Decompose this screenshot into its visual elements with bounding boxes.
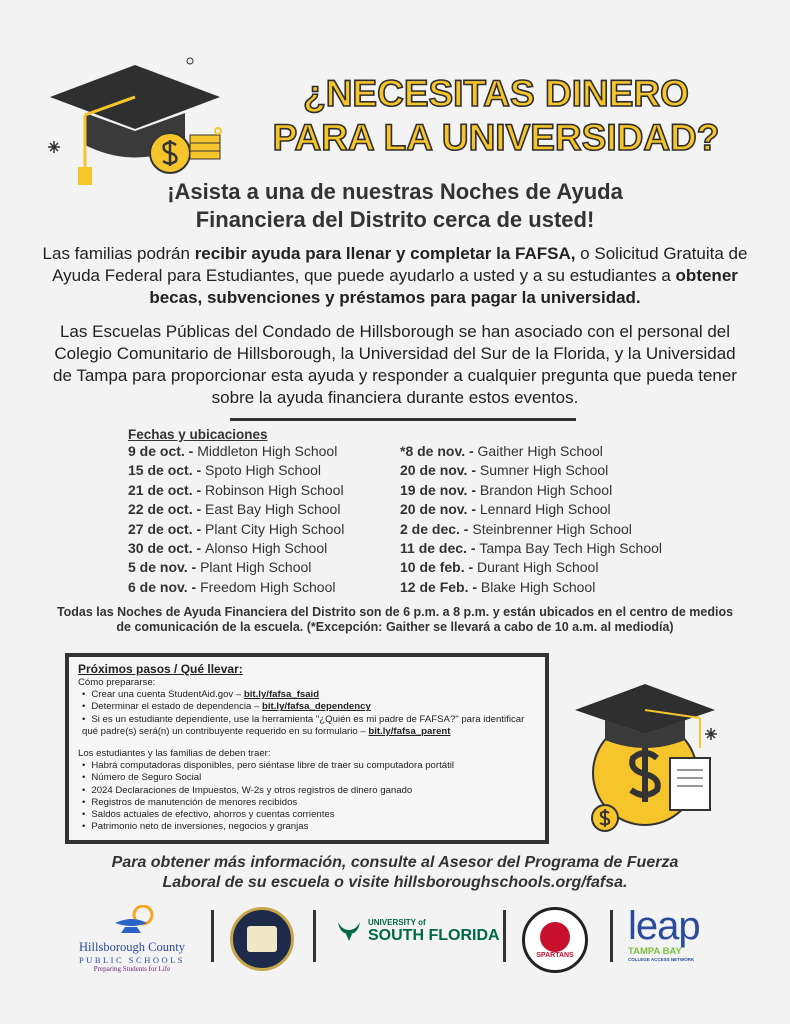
event-school: Sumner High School	[479, 462, 609, 479]
prep-link[interactable]: bit.ly/fafsa_fsaid	[243, 689, 320, 701]
event-date: 22 de oct. -	[128, 501, 206, 518]
event-school: Spoto High School	[205, 462, 321, 479]
event-date: 27 de oct. -	[128, 520, 206, 537]
closing-line-1: Para obtener más información, consulte al Asesor del Programa de Fuerza	[111, 854, 679, 871]
dates-right-column	[400, 427, 662, 597]
date-row	[400, 442, 662, 461]
event-date: 5 de nov. -	[128, 559, 201, 576]
text: o Solicitud Gratuita de Ayuda Federal para Estudiantes, que puede ayudarlo a usted y a su estudiantes a	[52, 244, 748, 285]
date-row	[400, 481, 662, 500]
prep-text: Determinar el estado de dependencia –	[91, 701, 263, 713]
date-row	[400, 558, 662, 577]
money-bag-document-icon	[565, 678, 745, 838]
event-school: Robinson High School	[205, 481, 344, 498]
event-date: 30 de oct. -	[128, 540, 206, 557]
dates-heading: Fechas y ubicaciones	[128, 427, 268, 442]
prep-link[interactable]: bit.ly/fafsa_parent	[368, 725, 451, 737]
divider	[230, 418, 576, 421]
bring-item: • Número de Seguro Social	[82, 772, 536, 784]
bring-item: • 2024 Declaraciones de Impuestos, W-2s y otros registros de dinero ganado	[82, 785, 536, 797]
intro-paragraph-1	[40, 243, 750, 309]
event-school: Steinbrenner High School	[472, 520, 632, 537]
spartan-helmet-icon	[540, 922, 570, 952]
bring-item: • Saldos actuales de efectivo, ahorros y cuentas corrientes	[82, 809, 536, 821]
event-date: 11 de dec. -	[400, 540, 480, 557]
steps-heading: Próximos pasos / Qué llevar:	[78, 662, 243, 676]
graduation-cap-coins-icon	[40, 45, 230, 190]
closing-info	[60, 853, 730, 893]
dates-section	[128, 427, 750, 597]
event-school: Gaither High School	[477, 443, 603, 459]
hcps-sub: PUBLIC SCHOOLS	[78, 955, 186, 965]
main-title	[222, 72, 770, 160]
subtitle-line-2: Financiera del Distrito cerca de usted!	[195, 207, 595, 232]
date-row	[400, 461, 662, 480]
bring-item: • Patrimonio neto de inversiones, negocios y granjas	[82, 821, 536, 833]
date-row	[128, 481, 400, 500]
hcps-tagline: Preparing Students for Life	[93, 965, 171, 973]
event-date: 20 de nov. -	[400, 462, 480, 479]
date-row	[128, 461, 400, 480]
text: Las familias podrán	[42, 244, 195, 263]
event-date: 9 de oct. -	[128, 443, 198, 459]
bring-label: Los estudiantes y las familias de deben traer:	[78, 748, 271, 760]
usf-line-1: UNIVERSITY of	[368, 918, 426, 927]
event-school: Plant City High School	[205, 520, 345, 537]
usf-line-2: SOUTH FLORIDA	[368, 927, 500, 944]
prep-item	[82, 714, 536, 738]
subtitle-line-1: ¡Asista a una de nuestras Noches de Ayuda	[167, 179, 623, 204]
emphasis: obtener becas, subvenciones y préstamos para pagar la universidad.	[149, 266, 738, 307]
logo-separator	[503, 910, 506, 962]
lamp-icon	[107, 905, 157, 935]
prep-link[interactable]: bit.ly/fafsa_dependency	[262, 701, 371, 713]
leap-wordmark: leap	[628, 904, 700, 948]
prep-text: Si es un estudiante dependiente, use la herramienta "¿Quién es mi padre de FAFSA?" para identificar qué padre(s) será(n) un contribuyente requerido en su formulario –	[82, 713, 525, 737]
event-date: 12 de Feb. -	[400, 578, 481, 595]
ut-text: SPARTANS	[536, 951, 574, 959]
logo-separator	[211, 910, 214, 962]
leap-logo	[628, 905, 700, 962]
event-date: 21 de oct. -	[128, 481, 206, 498]
event-date: *8 de nov. -	[400, 443, 478, 459]
hcps-logo	[66, 905, 198, 973]
event-school: Brandon High School	[479, 481, 613, 498]
date-row	[128, 442, 400, 461]
event-date: 19 de nov. -	[400, 481, 480, 498]
closing-line-2: Laboral de su escuela o visite hillsboroughschools.org/fafsa.	[162, 874, 628, 891]
bring-list	[82, 760, 536, 833]
event-date: 2 de dec. -	[400, 520, 473, 537]
university-of-tampa-logo	[522, 907, 588, 973]
event-date: 20 de nov. -	[400, 501, 480, 518]
schedule-note: Todas las Noches de Ayuda Financiera del Distrito son de 6 p.m. a 8 p.m. y están ubicados en el centro de medios de comunicación de la escuela. (*Excepción: Gaither se llevará a cabo de 10 a.m. al mediodía)	[56, 605, 734, 635]
event-school: Middleton High School	[197, 443, 338, 459]
leap-network: COLLEGE ACCESS NETWORK	[628, 957, 695, 962]
event-school: Freedom High School	[200, 578, 336, 595]
date-row	[400, 539, 662, 558]
date-row	[400, 578, 662, 597]
prep-list	[82, 689, 536, 738]
date-row	[128, 500, 400, 519]
prep-text: Crear una cuenta StudentAid.gov –	[91, 689, 244, 701]
title-line-1: ¿NECESITAS DINERO	[303, 73, 689, 114]
main-content	[40, 178, 750, 635]
title-line-2: PARA LA UNIVERSIDAD?	[272, 117, 720, 158]
emphasis: recibir ayuda para llenar y completar la FAFSA,	[194, 244, 576, 263]
dates-left-column	[128, 427, 400, 597]
bring-item: • Habrá computadoras disponibles, pero siéntase libre de traer su computadora portátil	[82, 760, 536, 772]
hcps-name: Hillsborough County	[79, 940, 185, 954]
prep-item	[82, 689, 536, 701]
usf-logo	[336, 918, 500, 944]
intro-paragraph-2: Las Escuelas Públicas del Condado de Hillsborough se han asociado con el personal del Colegio Comunitario de Hillsborough, la Universidad del Sur de la Florida, y la Universidad de Tampa para proporcionar esta ayuda y responder a cualquier pregunta que pueda tener sobre la ayuda financiera durante estos eventos.	[53, 322, 737, 407]
event-date: 15 de oct. -	[128, 462, 206, 479]
event-school: Tampa Bay Tech High School	[479, 540, 662, 557]
prep-item	[82, 701, 536, 713]
prep-label: Cómo prepararse:	[78, 677, 156, 688]
leap-tampa-bay: TAMPA BAY	[628, 946, 682, 957]
bring-item: • Registros de manutención de menores recibidos	[82, 797, 536, 809]
event-school: Durant High School	[477, 559, 599, 576]
bull-horns-icon	[336, 920, 362, 942]
date-row	[400, 500, 662, 519]
event-school: Alonso High School	[205, 540, 328, 557]
event-school: Lennard High School	[479, 501, 611, 518]
event-school: Blake High School	[480, 578, 596, 595]
logo-separator	[610, 910, 613, 962]
event-school: East Bay High School	[205, 501, 341, 518]
date-row	[400, 520, 662, 539]
event-date: 10 de feb. -	[400, 559, 478, 576]
subtitle	[40, 178, 750, 234]
date-row	[128, 539, 400, 558]
next-steps-box	[65, 653, 549, 844]
date-row	[128, 520, 400, 539]
hcc-seal-logo	[230, 907, 294, 971]
event-school: Plant High School	[200, 559, 312, 576]
date-row	[128, 578, 400, 597]
date-row	[128, 558, 400, 577]
event-date: 6 de nov. -	[128, 578, 201, 595]
logo-separator	[313, 910, 316, 962]
